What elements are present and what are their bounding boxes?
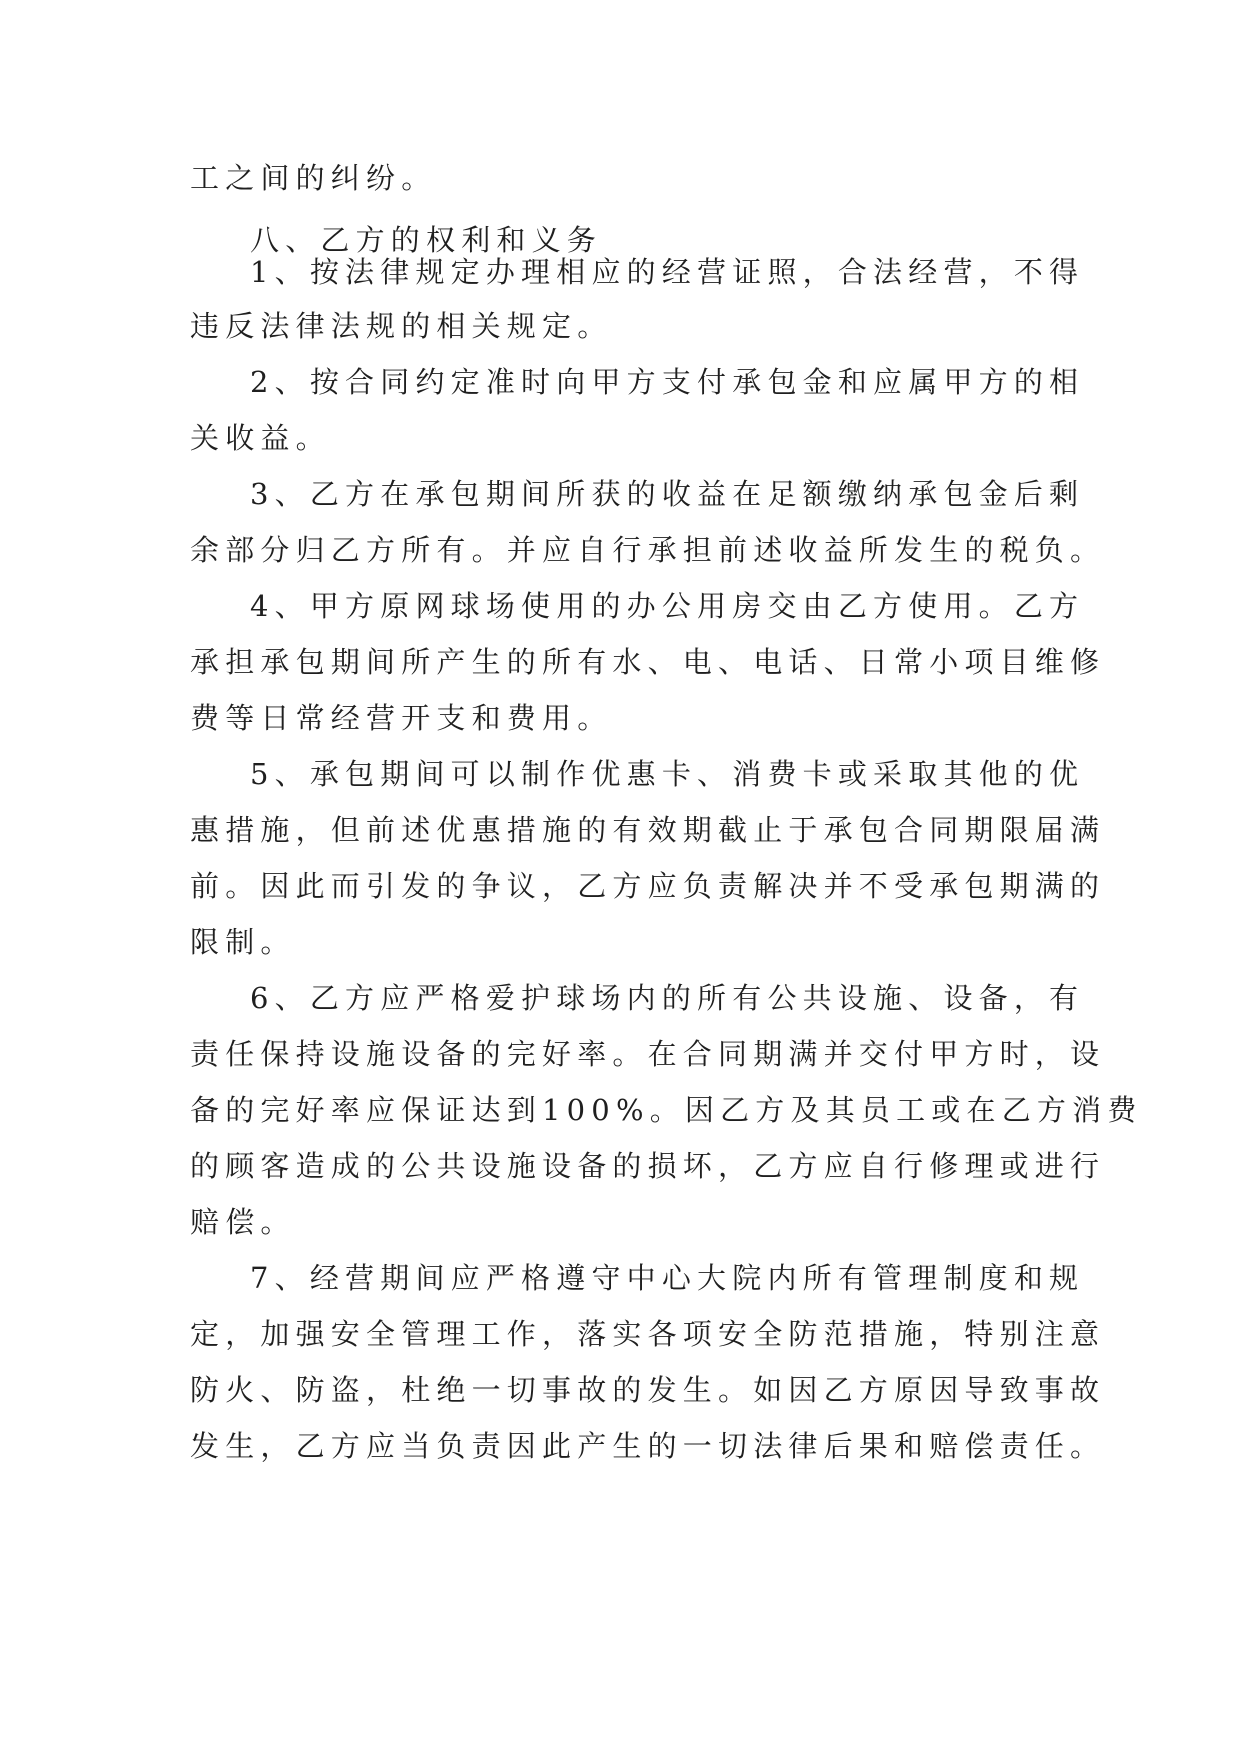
clause-3-line-1: 3、乙方在承包期间所获的收益在足额缴纳承包金后剩 bbox=[250, 477, 1085, 511]
clause-6-line-4: 的顾客造成的公共设施设备的损坏，乙方应自行修理或进行 bbox=[190, 1149, 1106, 1183]
clause-7-line-3: 防火、防盗，杜绝一切事故的发生。如因乙方原因导致事故 bbox=[190, 1373, 1106, 1407]
clause-7-line-1: 7、经营期间应严格遵守中心大院内所有管理制度和规 bbox=[250, 1261, 1085, 1295]
clause-6-line-5: 赔偿。 bbox=[190, 1205, 296, 1239]
clause-1-line-2: 违反法律法规的相关规定。 bbox=[190, 309, 613, 343]
clause-4-line-1: 4、甲方原网球场使用的办公用房交由乙方使用。乙方 bbox=[250, 589, 1085, 623]
clause-6-line-1: 6、乙方应严格爱护球场内的所有公共设施、设备，有 bbox=[250, 981, 1085, 1015]
clause-4-line-2: 承担承包期间所产生的所有水、电、电话、日常小项目维修 bbox=[190, 645, 1106, 679]
clause-6-line-3: 备的完好率应保证达到100%。因乙方及其员工或在乙方消费 bbox=[190, 1093, 1143, 1127]
clause-5-line-4: 限制。 bbox=[190, 925, 296, 959]
clause-5-line-1: 5、承包期间可以制作优惠卡、消费卡或采取其他的优 bbox=[250, 757, 1085, 791]
clause-1-line-1: 1、按法律规定办理相应的经营证照，合法经营，不得 bbox=[250, 255, 1085, 289]
clause-4-line-3: 费等日常经营开支和费用。 bbox=[190, 701, 613, 735]
clause-5-line-3: 前。因此而引发的争议，乙方应负责解决并不受承包期满的 bbox=[190, 869, 1106, 903]
clause-6-line-2: 责任保持设施设备的完好率。在合同期满并交付甲方时，设 bbox=[190, 1037, 1106, 1071]
clause-7-line-2: 定，加强安全管理工作，落实各项安全防范措施，特别注意 bbox=[190, 1317, 1106, 1351]
clause-2-line-2: 关收益。 bbox=[190, 421, 331, 455]
clause-3-line-2: 余部分归乙方所有。并应自行承担前述收益所发生的税负。 bbox=[190, 533, 1106, 567]
clause-2-line-1: 2、按合同约定准时向甲方支付承包金和应属甲方的相 bbox=[250, 365, 1085, 399]
clause-5-line-2: 惠措施，但前述优惠措施的有效期截止于承包合同期限届满 bbox=[190, 813, 1106, 847]
section-heading-8: 八、乙方的权利和义务 bbox=[250, 223, 603, 257]
text-line-continuation: 工之间的纠纷。 bbox=[190, 161, 437, 195]
clause-7-line-4: 发生，乙方应当负责因此产生的一切法律后果和赔偿责任。 bbox=[190, 1429, 1106, 1463]
